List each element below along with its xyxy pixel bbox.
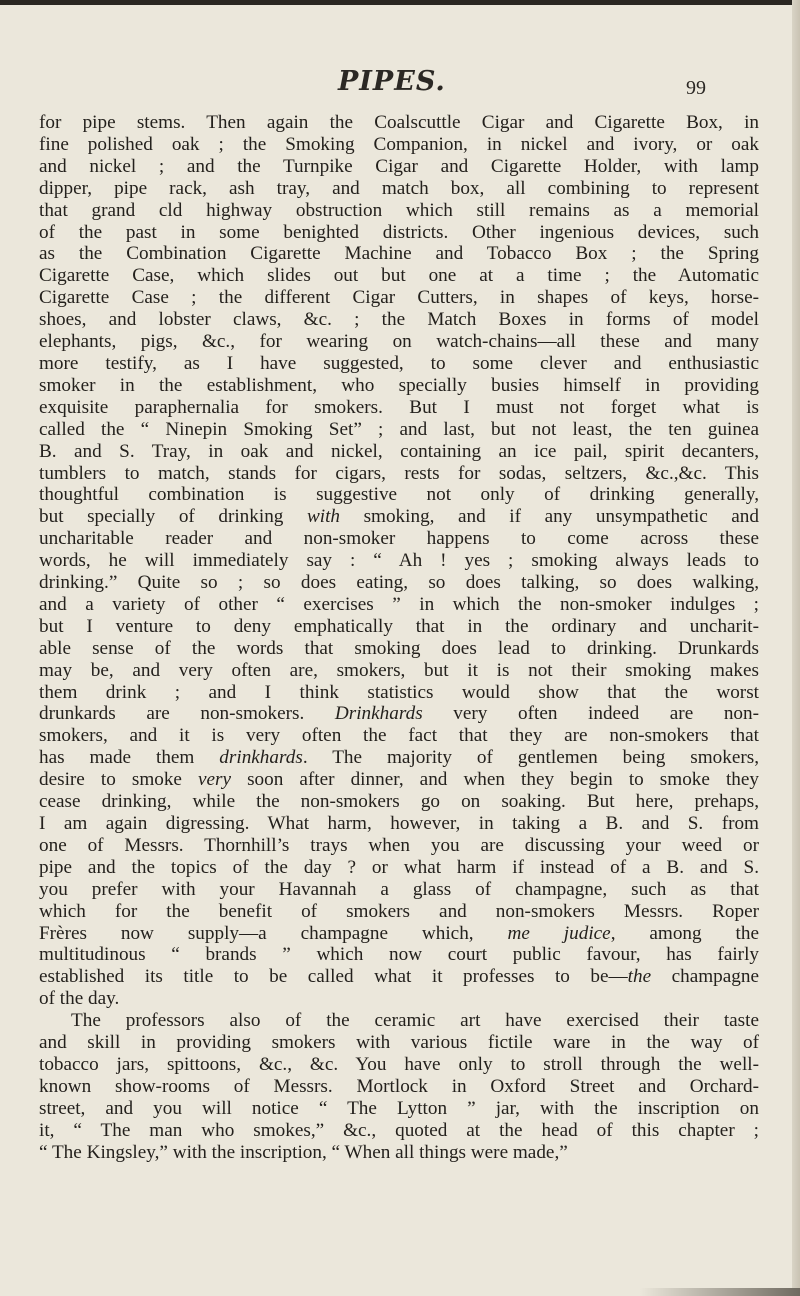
- text-line: drinking.” Quite so ; so does eating, so does talking, so does walking,: [39, 572, 759, 594]
- text-line: thoughtful combination is suggestive not only of drinking generally,: [39, 484, 759, 506]
- text-line: which for the benefit of smokers and non-smokers Messrs. Roper: [39, 900, 759, 922]
- text-line: pipe and the topics of the day ? or what harm if instead of a B. and S.: [39, 856, 759, 878]
- text-line: called the “ Ninepin Smoking Set” ; and last, but not least, the ten guinea: [39, 418, 759, 440]
- text-line: but I venture to deny emphatically that in the ordinary and uncharit-: [39, 615, 759, 637]
- page-edge-shadow: [792, 0, 800, 1296]
- text-line: words, he will immediately say : “ Ah ! yes ; smoking always leads to: [39, 550, 759, 572]
- text-line: fine polished oak ; the Smoking Companion, in nickel and ivory, or oak: [39, 133, 759, 155]
- text-line: known show-rooms of Messrs. Mortlock in Oxford Street and Orchard-: [39, 1075, 759, 1097]
- text-line: one of Messrs. Thornhill’s trays when you are discussing your weed or: [39, 834, 759, 856]
- text-line: B. and S. Tray, in oak and nickel, containing an ice pail, spirit decanters,: [39, 440, 759, 462]
- text-line: tumblers to match, stands for cigars, rests for sodas, seltzers, &c.,&c. This: [39, 462, 759, 484]
- page-number: 99: [686, 77, 706, 99]
- text-line: cease drinking, while the non-smokers go on soaking. But here, prehaps,: [39, 791, 759, 813]
- text-line: street, and you will notice “ The Lytton ” jar, with the inscription on: [39, 1097, 759, 1119]
- text-line: of the past in some benighted districts. Other ingenious devices, such: [39, 221, 759, 243]
- paragraph: [39, 1010, 759, 1163]
- text-line: desire to smoke very soon after dinner, and when they begin to smoke they: [39, 769, 759, 791]
- text-line: Frères now supply—a champagne which, me judice, among the: [39, 922, 759, 944]
- text-line: and nickel ; and the Turnpike Cigar and Cigarette Holder, with lamp: [39, 155, 759, 177]
- running-head: [0, 66, 800, 106]
- text-line: and skill in providing smokers with various fictile ware in the way of: [39, 1032, 759, 1054]
- text-line: The professors also of the ceramic art have exercised their taste: [71, 1010, 759, 1032]
- bottom-edge-rule: [640, 1288, 800, 1296]
- text-line: dipper, pipe rack, ash tray, and match box, all combining to represent: [39, 177, 759, 199]
- text-line: I am again digressing. What harm, however, in taking a B. and S. from: [39, 813, 759, 834]
- text-line: them drink ; and I think statistics would show that the worst: [39, 681, 759, 703]
- text-line: tobacco jars, spittoons, &c., &c. You have only to stroll through the well-: [39, 1053, 759, 1075]
- text-line: shoes, and lobster claws, &c. ; the Match Boxes in forms of model: [39, 309, 759, 331]
- text-line: smokers, and it is very often the fact that they are non-smokers that: [39, 725, 759, 747]
- text-line: Cigarette Case ; the different Cigar Cutters, in shapes of keys, horse-: [39, 287, 759, 309]
- text-line: you prefer with your Havannah a glass of champagne, such as that: [39, 878, 759, 900]
- text-line: it, “ The man who smokes,” &c., quoted at the head of this chapter ;: [39, 1119, 759, 1141]
- text-line: Cigarette Case, which slides out but one at a time ; the Automatic: [39, 265, 759, 287]
- text-line: elephants, pigs, &c., for wearing on watch-chains—all these and many: [39, 331, 759, 353]
- text-line: has made them drinkhards. The majority of gentlemen being smokers,: [39, 747, 759, 769]
- text-line: “ The Kingsley,” with the inscription, “ When all things were made,”: [39, 1141, 568, 1163]
- paragraph: [39, 112, 759, 1010]
- text-line: may be, and very often are, smokers, but it is not their smoking makes: [39, 659, 759, 681]
- text-line: for pipe stems. Then again the Coalscuttle Cigar and Cigarette Box, in: [39, 112, 759, 133]
- text-line: able sense of the words that smoking does lead to drinking. Drunkards: [39, 637, 759, 659]
- text-line: drunkards are non-smokers. Drinkhards very often indeed are non-: [39, 703, 759, 725]
- text-line: exquisite paraphernalia for smokers. But I must not forget what is: [39, 396, 759, 418]
- text-line: multitudinous “ brands ” which now court public favour, has fairly: [39, 944, 759, 966]
- text-line: and a variety of other “ exercises ” in which the non-smoker indulges ;: [39, 593, 759, 615]
- text-line: of the day.: [39, 988, 120, 1010]
- text-line: established its title to be called what it professes to be—the champagne: [39, 966, 759, 988]
- text-line: as the Combination Cigarette Machine and Tobacco Box ; the Spring: [39, 243, 759, 265]
- text-line: smoker in the establishment, who specially busies himself in providing: [39, 374, 759, 396]
- text-line: uncharitable reader and non-smoker happens to come across these: [39, 528, 759, 550]
- running-title: PIPES.: [338, 66, 446, 97]
- text-line: more testify, as I have suggested, to some clever and enthusiastic: [39, 352, 759, 374]
- top-edge-rule: [0, 0, 800, 5]
- text-line: but specially of drinking with smoking, and if any unsympathetic and: [39, 506, 759, 528]
- body-text: [39, 112, 759, 1164]
- text-line: that grand cld highway obstruction which still remains as a memorial: [39, 199, 759, 221]
